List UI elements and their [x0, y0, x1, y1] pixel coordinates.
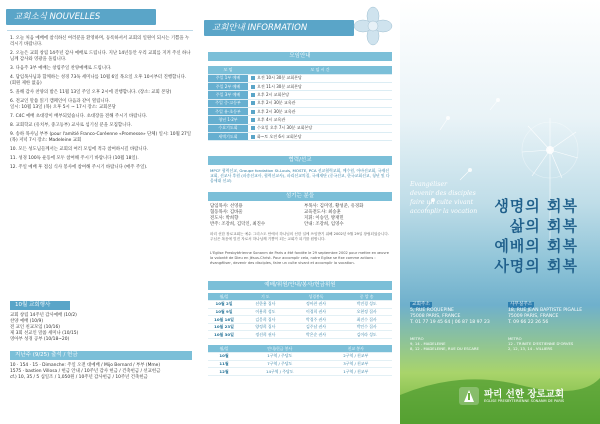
address-label: 사무실주소: [510, 302, 533, 307]
staff-line: 안내: 조강희, 임영수: [304, 222, 344, 227]
motto-ko-2: 삶의 회복: [509, 217, 578, 235]
news-item: 6. 전교인 말씀 읽기 캠페인이 다음과 같이 열립니다.: [10, 99, 111, 104]
worship-name: 주일 유·초등부: [208, 107, 248, 115]
church-name: 파리 선한 장로교회: [484, 389, 565, 400]
column-header: 월/일: [208, 345, 240, 353]
column-header: 친교 봉사: [320, 345, 392, 353]
motto-fr: Evangéliser devenir des disciples faire un culte vivant accomplir la vocation: [410, 181, 478, 215]
table-row: [208, 116, 392, 124]
staff-line: 담임목사: 선영용: [210, 204, 243, 209]
news-item: 9. 송하 목사님 부부 (pour l'amitié Franco-Coréenne «Promesse» 단체) 일시: 10월 27일(목) 저녁 7시 장소: Madeleine 교회: [10, 132, 192, 143]
branch-line: 1575 · bastien Villosa / 헌금 안내 / 10주년 감사 헌금 / 건축헌금 / 선교헌금: [10, 369, 161, 374]
meeting-line: 찬양 예배 (10/9): [10, 319, 44, 324]
table-row: 11월 7구역 / 주당도 3구역 / 친교부: [208, 360, 392, 368]
news-item: 3. 다음주 3부 예배는 창립주일 찬양예배로 드립니다.: [10, 66, 112, 71]
table-row: 10월 9일 이용희 성도 이경희 권사 오현정 집사: [208, 308, 392, 316]
staff-right: [304, 204, 394, 228]
worship-time: 오후 2시 30분 교육관: [248, 99, 392, 107]
church-metro: METRO 9, 14 - MADELEINE 8, 12 - MADELEINE, RUE DU ESCARE: [410, 336, 479, 351]
staff-line: 협동목사: 김바울: [210, 210, 243, 215]
table-row: 10월 1구역 / 주당도 2구역 / 친교부: [208, 353, 392, 361]
info-header-title: 교회안내 INFORMATION: [212, 23, 308, 33]
worship-time: 화~토 오전 6시 교회본당: [248, 132, 392, 140]
branch-line: 10 · 154 · 15 · Dimanche: 주일 오전 대예배 / Mijo Bernard / 부부 (Mme): [10, 363, 161, 368]
table-row: 10월 23일 양정희 집사 김주남 권사 박인수 집사: [208, 323, 392, 331]
table-row: [208, 99, 392, 107]
news-item: 2. 오늘은 교회 창립 14주년 감사 예배로 드립니다. 지난 14년동안 우리 교회를 지켜 주신 하나님께 감사와 영광을 돌립니다.: [10, 51, 191, 62]
worship-time: 오후 2시 교회본당: [248, 91, 392, 99]
column-header: 모 임 시 간: [248, 66, 392, 74]
table-row: 10월 2일 선한용 집사 정아찬 권사 박진경 성도: [208, 301, 392, 309]
table-row: [208, 83, 392, 91]
motto-ko-1: 생명의 회복: [494, 197, 578, 215]
news-item: 4. 담임목사님과 함께하는 성경 73독 세미나를 10월 6일 목요일 오후 10시부터 진행합니다. (회원 제한 없음): [10, 75, 187, 86]
table-row: 12월 14구역 / 주당도 1구역 / 친교부: [208, 368, 392, 376]
table-row: [208, 132, 392, 140]
office-metro: METRO 12 - TRINITE D'ESTIENNE D'ORVES 2, 12, 13, 14 - VILLIERS: [508, 336, 574, 351]
table-row: 10월 16일 김웅희 집사 박경주 권사 최진수 집사: [208, 316, 392, 324]
staff-line: 교육전도사: 최승훈: [304, 210, 341, 215]
news-item: 10. 모든 성도님들께서는 교회의 여러 모임에 적극 참여하시길 바랍니다.: [10, 147, 149, 152]
news-item: 5. 올해 감사 찬양의 밤은 11월 13일 주일 오후 2시에 진행합니다. (장소: 교회 본당): [10, 90, 172, 95]
news-item: 12. 주일 예배 후 점심 식사 봉사에 참여해 주시기 바랍니다 (매주 주일).: [10, 165, 148, 170]
news-item: 1. 오늘 처음 예배에 참석하신 여러분을 환영하며, 등록하셔서 교회의 일원이 되시는 기쁨을 누리시기 바랍니다.: [10, 36, 190, 47]
worship-table: [208, 66, 392, 141]
worship-name: 주일 1부 예배: [208, 74, 248, 82]
staff-line: 부목사: 김미영, 황성준, 유경화: [304, 204, 364, 209]
worship-name: 새벽기도회: [208, 132, 248, 140]
staff-line: 반주: 조강희, 김덕인, 최진수: [210, 222, 266, 227]
news-item: 8. 교회학교 (유치부, 중고등부) 교사로 섬기실 분을 모집합니다.: [10, 123, 132, 128]
meeting-line: 전 교인 친교모임 (10/16): [10, 325, 60, 330]
meeting-section-title: 10월 교회행사: [10, 301, 70, 310]
cooperation-text: MPCF 협력선교, Groupe fondation St-Louis, MOSTE, PCA 선교협력교회, 예수원, 아바선교회, 국제선교회, 선교사 후원 (파송선교사, 협력선교사), 파리선교의집, 국제재단 (중국선교, 한국교회선교, 청년 및 다음세대 선교): [210, 168, 390, 184]
service-table: [208, 345, 392, 376]
worship-time: 오후 4시 교육관: [248, 116, 392, 124]
branch-line: cf.) 10, 35 / 5 십일조 / 1,050원 / 10주년 감사헌금 / 10주년 건축헌금: [10, 375, 148, 380]
worship-name: 청년 1·2부: [208, 116, 248, 124]
column-header: 성경봉독: [291, 293, 342, 301]
meeting-line: 교회 창립 14주년 감사예배 (10/2): [10, 313, 77, 318]
duty-table: [208, 293, 392, 339]
church-name-fr: EGLISE PRESBYTERIENNE SONANM DE PARIS: [484, 399, 565, 403]
worship-name: 주일 3부 예배: [208, 91, 248, 99]
news-header: [6, 9, 156, 25]
news-list: [10, 36, 192, 171]
meeting-list: [10, 313, 190, 343]
meeting-line: 제 3회 선교인 말씀 세미나 (10/15): [10, 331, 79, 336]
worship-name: 수요기도회: [208, 124, 248, 132]
info-panel: [200, 0, 400, 424]
worship-section-title: 모임안내: [208, 52, 392, 61]
worship-time: 오후 2시 30분 교육관: [248, 107, 392, 115]
info-header: [204, 20, 354, 36]
staff-line: 전도사: 박희향: [210, 216, 239, 221]
staff-section-title: 섬기는 분들: [208, 192, 392, 201]
table-row: [208, 107, 392, 115]
table-row: [208, 91, 392, 99]
worship-time: 오전 11시 30분 교회본당: [248, 83, 392, 91]
column-header: 월/일: [208, 293, 240, 301]
worship-time: 오전 10시 30분 교회본당: [248, 74, 392, 82]
office-address: 사무실주소 18, RUE JEAN BAPTISTE PIGALLE 75009 PARIS, FRANCE T. 09 66 22 26 56: [508, 302, 583, 325]
table-row: 10월 30일 정선희 권사 박은순 권사 김이라 성도: [208, 331, 392, 339]
table-row: [208, 74, 392, 82]
news-item: 11. 성경 100독 운동에 모두 참여해 주시기 바랍니다 (10월 18일).: [10, 156, 139, 161]
column-header: 기 도: [240, 293, 291, 301]
duty-section-title: 예배/위원/안내/봉사/헌금위원: [208, 281, 392, 290]
meeting-line: 영아부 성경 공부 (10/18~20): [10, 337, 70, 342]
column-header: 모 임: [208, 66, 248, 74]
worship-time: 수요일 오후 7시 30분 교회본당: [248, 124, 392, 132]
news-panel: [0, 0, 200, 424]
cover-panel: [400, 0, 600, 424]
branch-section-title: 지난주 (9/25) 출석 / 헌금: [10, 351, 192, 360]
table-header-row: [208, 345, 392, 353]
table-row: [208, 124, 392, 132]
worship-name: 주일 중·고등부: [208, 99, 248, 107]
church-mission-ko: 파리 선한 장로교회는 예수 그리스도 안에서 하나님의 선한 일에 쓰임받기 위해 2002년 9월 29일 창립되었습니다. 주님은 복음에 빚진 자로서 하나님께 기쁨이 되는 교회가 되기를 원합니다.: [210, 232, 389, 241]
church-address: 교회주소 5, RUE ROQUEPINE 75008 PARIS, FRANCE T. 01 77 19 45 64 | 06 87 18 97 23: [410, 302, 490, 325]
church-logo-icon: [458, 386, 480, 406]
staff-left: [210, 204, 300, 228]
divider: [7, 30, 193, 31]
staff-line: 지휘: 이승연, 방재민: [304, 216, 344, 221]
column-header: 안내/헌금 봉사: [240, 345, 320, 353]
cooperation-section-title: 협력/선교: [208, 156, 392, 165]
motto-ko-3: 예배의 회복: [494, 237, 578, 255]
table-header-row: [208, 293, 392, 301]
branch-list: [10, 363, 192, 381]
news-header-title: 교회소식 NOUVELLES: [14, 12, 101, 22]
worship-name: 주일 2부 예배: [208, 83, 248, 91]
address-label: 교회주소: [412, 302, 430, 307]
column-header: 중 앙 송: [341, 293, 392, 301]
motto-ko-4: 사명의 회복: [494, 257, 578, 275]
church-mission-fr: L'Eglise Presbytérienne Sonanm de Paris a été fondée le 29 septembre 2002 pour mettre en œuvre la volonté de Dieu en Jésus-Christ. Pour accomplir cela, notre Eglise se fixe comme actions : évangéliser, devenir des disciples, faire un culte vivant et accomplir la vocation.: [210, 251, 389, 265]
news-item: 일시: 10월 13일 (목) 오후 5시 ~ 17시 장소: 교회본당: [10, 105, 116, 110]
flower-icon: [350, 6, 396, 46]
table-header-row: [208, 66, 392, 74]
news-item: 7. C4C 예배 초대장이 배부되었습니다. 초대장을 전해 주시기 바랍니다.: [10, 114, 148, 119]
